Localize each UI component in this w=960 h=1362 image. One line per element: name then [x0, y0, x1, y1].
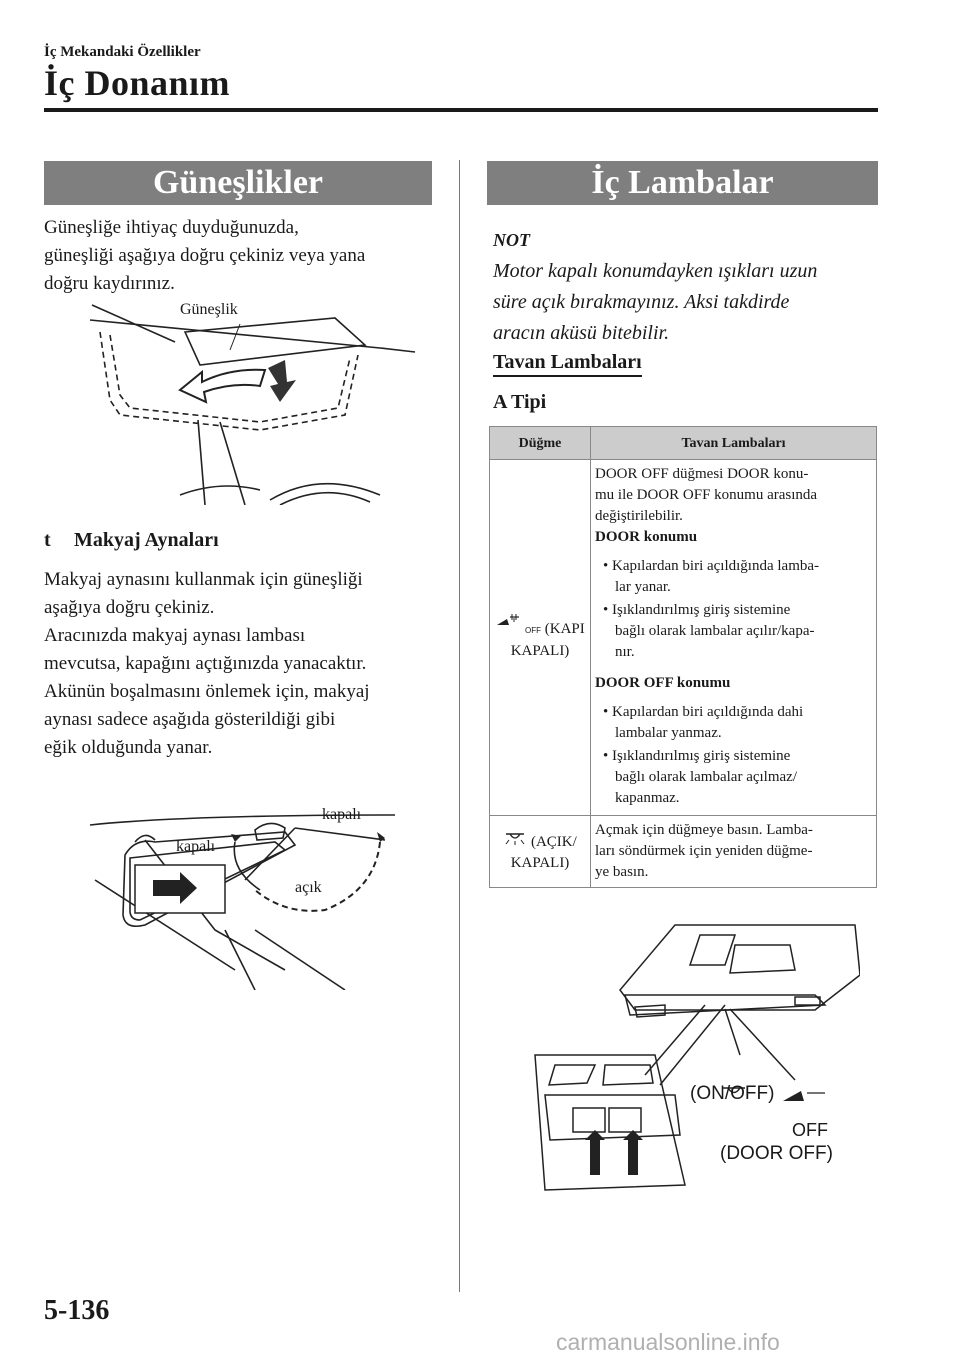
bullet-item: • Kapılardan biri açıldığında dahi lambalar yanmaz.	[603, 704, 804, 741]
makyaj-line: mevcutsa, kapağını açtığınızda yanacaktır.	[44, 653, 367, 674]
makyaj-line: aşağıya doğru çekiniz.	[44, 597, 215, 618]
makyaj-text	[44, 566, 454, 762]
desc-line: mu ile DOOR OFF konumu arasında	[595, 487, 818, 503]
page-number: 5-136	[44, 1295, 110, 1326]
header-lamps: Tavan Lambaları	[591, 427, 877, 460]
note-line: Motor kapalı konumdayken ışıkları uzun	[493, 260, 818, 282]
closed-label-right: kapalı	[322, 806, 362, 823]
ceiling-lights-heading-text: Tavan Lambaları	[493, 351, 642, 377]
makyaj-heading: Makyaj Aynaları	[74, 529, 219, 551]
bullet-line: Kapılardan biri açıldığında lamba-	[612, 558, 820, 574]
note-line: süre açık bırakmayınız. Aksi takdirde	[493, 291, 790, 313]
desc-line: DOOR OFF düğmesi DOOR konu-	[595, 466, 809, 482]
on-off-label-line: KAPALI)	[510, 854, 570, 871]
desc-line: Açmak için düğmeye basın. Lamba-	[595, 822, 813, 838]
note-line: aracın aküsü bitebilir.	[493, 322, 670, 344]
type-a-heading: A Tipi	[493, 391, 547, 413]
door-off-label-line: (KAPI	[544, 621, 585, 637]
door-off-label-line: KAPALI)	[510, 643, 570, 659]
on-off-button-cell	[490, 816, 591, 888]
makyaj-marker: t	[44, 529, 51, 551]
lamp-table	[489, 426, 877, 888]
desc-line: ları söndürmek için yeniden düğme-	[595, 843, 813, 859]
on-off-description	[591, 816, 877, 888]
sun-visor-label: Güneşlik	[180, 301, 238, 318]
door-off-icon	[495, 621, 525, 637]
lamp-table-wrapper	[489, 426, 877, 888]
bullet-line: lambalar yanmaz.	[615, 725, 722, 741]
makyaj-line: aynası sadece aşağıda gösterildiği gibi	[44, 709, 336, 730]
bullet-line: Işıklandırılmış giriş sistemine	[612, 602, 791, 618]
desc-line: değiştirilebilir.	[595, 508, 683, 524]
section-label: İç Mekandaki Özellikler	[44, 44, 201, 60]
note-title: NOT	[493, 230, 530, 250]
makyaj-line: Aracınızda makyaj aynası lambası	[44, 625, 306, 646]
open-label: açık	[295, 879, 322, 896]
makyaj-line: Makyaj aynasını kullanmak için güneşliği	[44, 569, 363, 590]
chapter-title: İç Donanım	[44, 63, 231, 103]
bullet-item: • Kapılardan biri açıldığında lamba- lar yanar.	[603, 558, 820, 595]
watermark: carmanualsonline.info	[556, 1329, 780, 1355]
door-position-title: DOOR konumu	[595, 529, 698, 545]
on-off-callout: (ON/OFF)	[690, 1083, 775, 1104]
bullet-line: bağlı olarak lambalar açılmaz/	[615, 769, 797, 785]
column-divider	[459, 160, 460, 1292]
sun-visor-illustration	[80, 290, 420, 505]
sun-visor-intro	[44, 214, 444, 298]
icon-off-caption: OFF	[525, 626, 541, 635]
door-off-description	[591, 460, 877, 816]
note-text	[493, 256, 878, 349]
bullet-item: • Işıklandırılmış giriş sistemine bağlı olarak lambalar açılır/kapa- nır.	[603, 602, 815, 660]
bullet-line: Kapılardan biri açıldığında dahi	[612, 704, 804, 720]
header-button: Düğme	[490, 427, 591, 460]
door-off-button-cell	[490, 460, 591, 816]
closed-label-left: kapalı	[176, 838, 216, 855]
bullet-line: bağlı olarak lambalar açılır/kapa-	[615, 623, 815, 639]
door-off-callout: (DOOR OFF)	[720, 1143, 833, 1164]
table-row	[490, 816, 877, 888]
intro-line: Güneşliğe ihtiyaç duyduğunuzda,	[44, 217, 299, 238]
bullet-line: lar yanar.	[615, 579, 671, 595]
ceiling-lights-heading	[493, 351, 642, 374]
door-off-position-title: DOOR OFF konumu	[595, 675, 731, 691]
lamp-icon	[503, 834, 531, 850]
bullet-line: Işıklandırılmış giriş sistemine	[612, 748, 791, 764]
desc-line: ye basın.	[595, 864, 649, 880]
intro-line: güneşliği aşağıya doğru çekiniz veya yana	[44, 245, 366, 266]
table-header-row	[490, 427, 877, 460]
bullet-line: nır.	[615, 644, 635, 660]
bullet-item: • Işıklandırılmış giriş sistemine bağlı olarak lambalar açılmaz/ kapanmaz.	[603, 748, 797, 806]
on-off-label-line: (AÇIK/	[530, 833, 577, 850]
header-rule	[44, 108, 878, 112]
bullet-line: kapanmaz.	[615, 790, 680, 806]
interior-lights-banner: İç Lambalar	[487, 161, 878, 205]
intro-line: doğru kaydırınız.	[44, 273, 175, 294]
makyaj-line: Akünün boşalmasını önlemek için, makyaj	[44, 681, 370, 702]
makyaj-line: eğik olduğunda yanar.	[44, 737, 213, 758]
table-row	[490, 460, 877, 816]
off-callout: OFF	[792, 1120, 828, 1140]
sun-visor-banner: Güneşlikler	[44, 161, 432, 205]
